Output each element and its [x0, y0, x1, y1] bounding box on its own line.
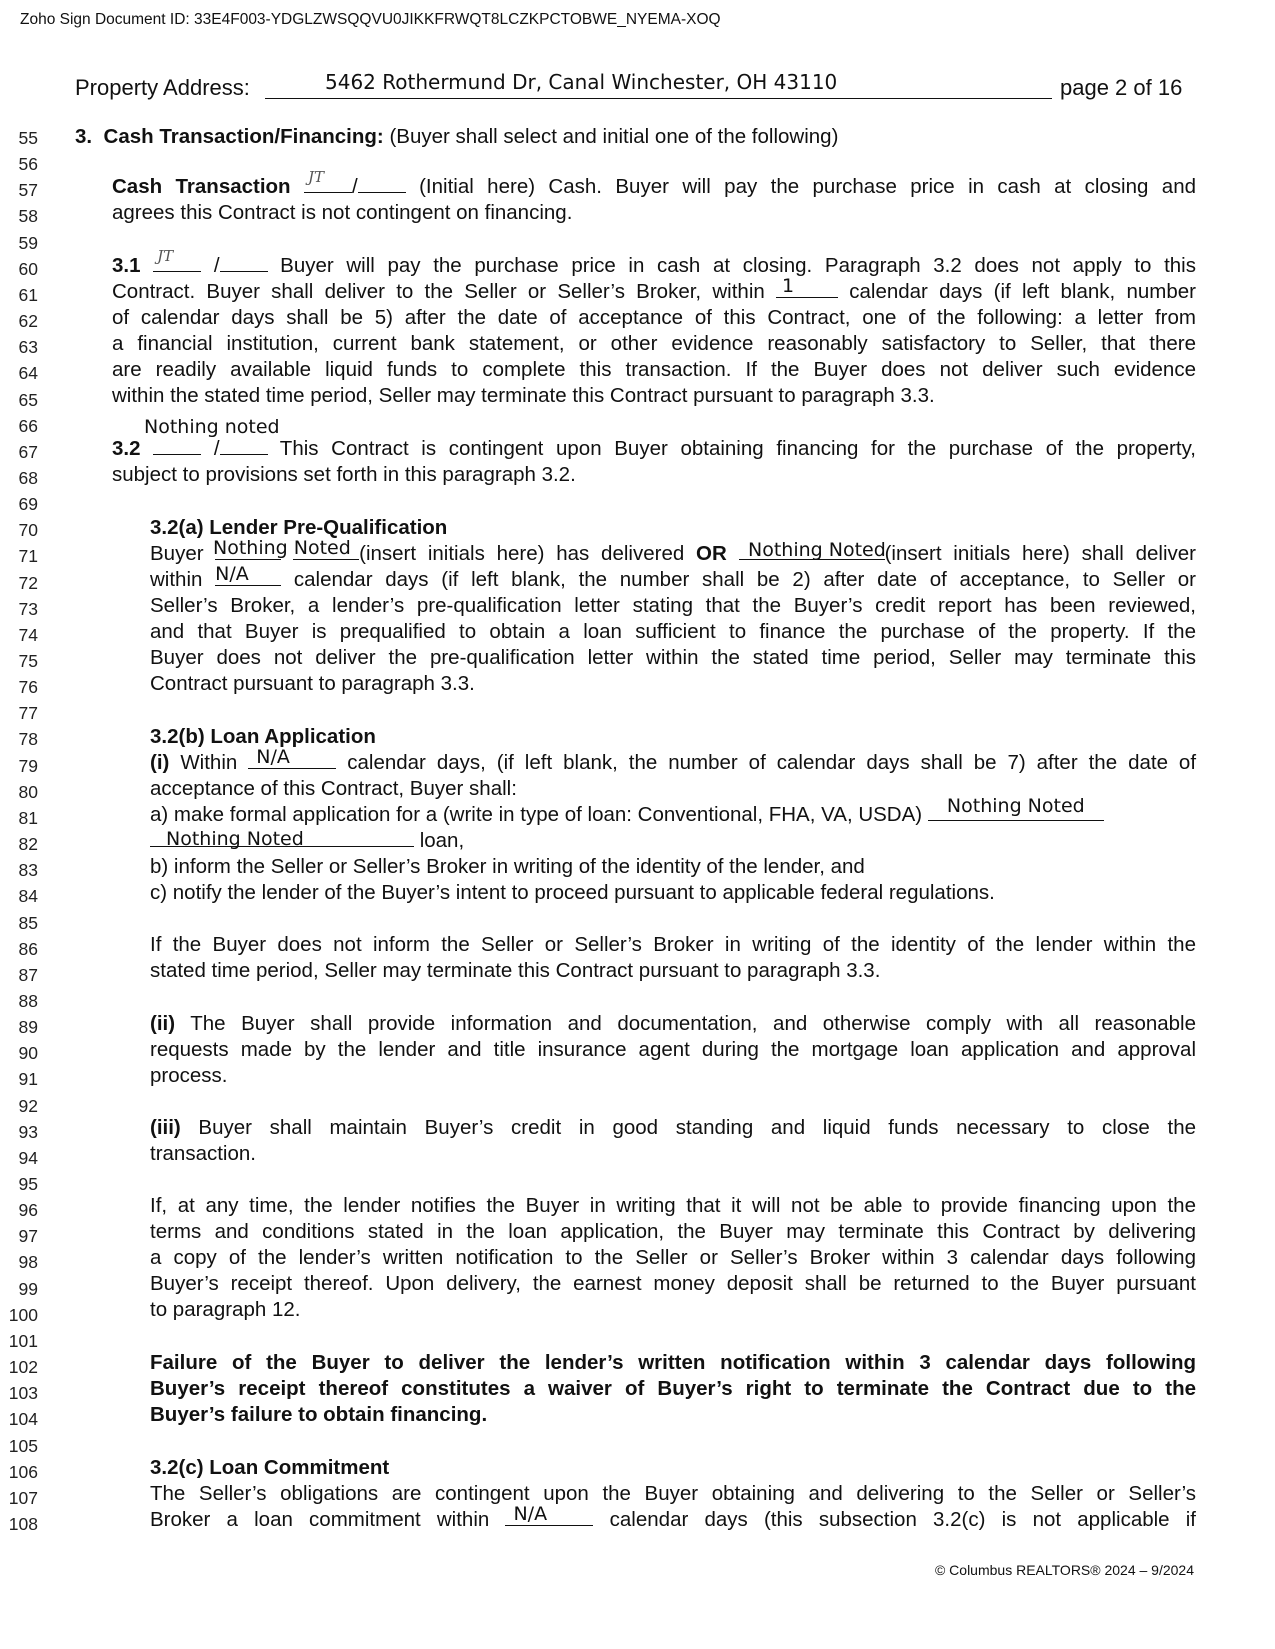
para-86: If the Buyer does not inform the Seller or Seller’s Broker in writing of the identity of the lender within the [150, 933, 1196, 956]
para-94: transaction. [150, 1142, 256, 1165]
line-number: 68 [18, 467, 38, 488]
s32a-line-2 [150, 563, 1196, 593]
line-number: 70 [18, 520, 38, 541]
s32-handwritten-note[interactable]: Nothing noted [144, 416, 280, 438]
page-number: page 2 of 16 [1060, 75, 1183, 100]
para-96: If, at any time, the lender notifies the Buyer in writing that it will not be able to provide financing upon the [150, 1194, 1196, 1217]
line-number: 105 [8, 1435, 38, 1456]
line-number: 86 [18, 938, 38, 959]
loan-days-value: N/A [256, 746, 290, 768]
line-number: 73 [18, 598, 38, 619]
line-number: 88 [18, 990, 38, 1011]
line-number: 85 [18, 912, 38, 933]
slash: / [352, 175, 358, 198]
para-89 [150, 1011, 1196, 1037]
line-number: 75 [18, 651, 38, 671]
s32b-line-6: c) notify the lender of the Buyer’s intent to proceed pursuant to applicable federal regulations. [150, 881, 995, 904]
s32-initials-field[interactable] [153, 436, 201, 455]
slash: / [213, 254, 220, 277]
line-number: 96 [18, 1200, 38, 1221]
cash-title: Cash Transaction [112, 175, 291, 198]
s31-days-field[interactable] [776, 275, 838, 298]
s32a-text: Buyer [150, 542, 204, 565]
s32b-line-1 [150, 746, 1197, 776]
line-number: 62 [18, 311, 38, 332]
ii-label: (ii) [150, 1012, 176, 1035]
loan-days-field[interactable] [248, 746, 336, 769]
loan-type-value-1: Nothing Noted [946, 795, 1085, 817]
s32a-text: calendar days (if left blank, the number shall be 2) after date of acceptance, to Seller or [293, 568, 1196, 591]
s32a-line-4: and that Buyer is prequalified to obtain a loan sufficient to finance the purchase of the property. If the [150, 620, 1196, 643]
s32b-text: loan, [419, 829, 465, 852]
loan-type-field-1[interactable] [928, 795, 1104, 821]
s31-line-4: a financial institution, current bank statement, or other evidence reasonably satisfactory to Seller, that there [112, 332, 1196, 355]
line-number: 98 [18, 1252, 38, 1273]
s32a-line-3: Seller’s Broker, a lender’s pre-qualification letter stating that the Buyer’s credit report has been reviewed, [150, 594, 1196, 617]
line-number: 89 [18, 1017, 38, 1038]
loan-type-value-2: Nothing Noted [166, 828, 304, 850]
loan-type-field-2[interactable] [150, 828, 414, 850]
line-number: 108 [8, 1513, 38, 1534]
s32a-text: within [150, 568, 203, 591]
line-number: 93 [18, 1121, 38, 1142]
line-number: 79 [18, 755, 38, 776]
s32-number: 3.2 [112, 437, 141, 460]
s31-line-3: of calendar days shall be 5) after the date of acceptance of this Contract, one of the following: a letter from [112, 306, 1196, 329]
s31-initials-field-2[interactable] [220, 253, 268, 272]
line-number: 101 [8, 1330, 38, 1351]
line-number: 90 [18, 1043, 38, 1064]
line-number: 103 [8, 1383, 38, 1404]
commit-days-value: N/A [513, 1503, 548, 1525]
line-number: 83 [18, 860, 38, 881]
s32b-line-4 [150, 828, 464, 854]
line-number: 102 [8, 1357, 38, 1378]
s31-number: 3.1 [112, 254, 141, 277]
cash-initials-value: JT [308, 168, 325, 186]
para-text: The Buyer shall provide information and documentation, and otherwise comply with all reasonable [190, 1012, 1197, 1035]
s31-text: calendar days (if left blank, number [849, 280, 1196, 303]
s32b-text: calendar days, (if left blank, the number of calendar days shall be 7) after the date of [347, 751, 1197, 774]
s32a-title-text: 3.2(a) Lender Pre-Qualification [150, 516, 448, 539]
prequal-days-field[interactable] [215, 563, 281, 586]
line-number: 104 [8, 1409, 38, 1430]
line-number: 80 [18, 781, 38, 802]
para-103: Buyer’s receipt thereof constitutes a waiver of Buyer’s right to terminate the Contract due to the [150, 1377, 1196, 1400]
commit-days-field[interactable] [505, 1503, 593, 1526]
s32b-line-5: b) inform the Seller or Seller’s Broker in writing of the identity of the lender, and [150, 855, 865, 878]
line-number: 56 [18, 154, 38, 175]
line-number: 67 [18, 441, 38, 462]
section-3-heading [75, 124, 838, 150]
address-underline [265, 98, 1052, 99]
cash-text: (Initial here) Cash. Buyer will pay the purchase price in cash at closing and [419, 175, 1197, 198]
cash-initials-field-2[interactable] [358, 174, 406, 193]
line-number: 74 [18, 624, 38, 645]
s31-line-5: are readily available liquid funds to complete this transaction. If the Buyer does not deliver such evidence [112, 358, 1196, 381]
para-90: requests made by the lender and title insurance agent during the mortgage loan application and approval [150, 1038, 1196, 1061]
line-number: 58 [18, 206, 38, 227]
prequal-shall-value: Nothing Noted [748, 539, 886, 561]
para-text: calendar days (this subsection 3.2(c) is not applicable if [609, 1508, 1196, 1531]
s32a-line-5: Buyer does not deliver the pre-qualification letter within the stated time period, Seller may terminate this [150, 646, 1196, 669]
copyright: © Columbus REALTORS® 2024 – 9/2024 [934, 1562, 1194, 1578]
line-number: 94 [18, 1147, 38, 1168]
para-100: to paragraph 12. [150, 1298, 301, 1321]
line-number: 57 [18, 180, 38, 201]
line-number: 95 [18, 1174, 38, 1194]
s32c-title-text: 3.2(c) Loan Commitment [150, 1456, 390, 1479]
s31-text: Buyer will pay the purchase price in cash at closing. Paragraph 3.2 does not apply to this [280, 254, 1196, 277]
s32-text: This Contract is contingent upon Buyer obtaining financing for the purchase of the property, [279, 437, 1196, 460]
line-number: 84 [18, 886, 38, 907]
s32-line-2: subject to provisions set forth in this paragraph 3.2. [112, 463, 576, 486]
s31-text: Contract. Buyer shall deliver to the Seller or Seller’s Broker, within [112, 280, 765, 303]
line-number: 77 [18, 703, 38, 724]
s32b-line-2: acceptance of this Contract, Buyer shall: [150, 777, 517, 800]
line-number: 100 [8, 1304, 38, 1325]
prequal-days-value: N/A [215, 563, 249, 585]
cash-initials-field[interactable] [304, 168, 352, 193]
line-number: 81 [18, 807, 38, 828]
para-104: Buyer’s failure to obtain financing. [150, 1403, 488, 1426]
line-number: 92 [18, 1095, 38, 1116]
line-number: 55 [18, 128, 38, 148]
section-title: Cash Transaction/Financing: [103, 125, 384, 148]
line-number: 65 [18, 389, 38, 410]
para-87: stated time period, Seller may terminate this Contract pursuant to paragraph 3.3. [150, 959, 881, 982]
s31-initials-field[interactable] [153, 247, 201, 272]
line-number: 63 [18, 337, 38, 358]
line-number: 82 [18, 834, 38, 855]
address-value[interactable]: 5462 Rothermund Dr, Canal Winchester, OH 43110 [325, 70, 838, 94]
prequal-delivered-value: Nothing Noted [213, 537, 351, 559]
para-107: The Seller’s obligations are contingent upon the Buyer obtaining and delivering to the Seller or Seller’s [150, 1482, 1196, 1505]
s32b-title-text: 3.2(b) Loan Application [150, 725, 376, 748]
s31-days-value: 1 [782, 275, 795, 297]
s32b-text: a) make formal application for a (write in type of loan: Conventional, FHA, VA, USDA) [150, 803, 923, 826]
line-number: 64 [18, 363, 38, 384]
para-97: terms and conditions stated in the loan application, the Buyer may terminate this Contract by delivering [150, 1220, 1196, 1243]
s32a-or: OR [696, 542, 727, 565]
s31-line-1 [112, 247, 1196, 279]
s32-initials-field-2[interactable] [220, 436, 268, 455]
s32a-text: (insert initials here) shall deliver [884, 542, 1196, 565]
s32a-text: (insert initials here) has delivered [359, 542, 685, 565]
line-number: 69 [18, 494, 38, 515]
s31-line-2 [112, 275, 1196, 305]
para-text: Broker a loan commitment within [150, 1508, 490, 1531]
s32a-line-6: Contract pursuant to paragraph 3.3. [150, 672, 475, 695]
line-number: 59 [18, 232, 38, 253]
para-text: Buyer shall maintain Buyer’s credit in good standing and liquid funds necessary to close the [198, 1116, 1196, 1139]
cash-transaction-line [112, 168, 1197, 200]
section-instruction: (Buyer shall select and initial one of the following) [389, 125, 839, 148]
para-108 [150, 1503, 1196, 1533]
document-id: Zoho Sign Document ID: 33E4F003-YDGLZWSQQVU0JIKKFRWQT8LCZKPCTOBWE_NYEMA-XOQ [20, 11, 721, 28]
line-number: 72 [18, 572, 38, 593]
line-number: 87 [18, 964, 38, 985]
s32b-line-3 [150, 795, 1104, 828]
para-99: Buyer’s receipt thereof. Upon delivery, the earnest money deposit shall be returned to the Buyer pursuant [150, 1272, 1196, 1295]
line-number: 97 [18, 1226, 38, 1247]
para-102: Failure of the Buyer to deliver the lender’s written notification within 3 calendar days following [150, 1351, 1196, 1374]
line-number: 61 [18, 284, 38, 305]
para-93 [150, 1115, 1196, 1141]
cash-text-2: agrees this Contract is not contingent on financing. [112, 201, 573, 224]
line-number: 106 [8, 1461, 38, 1482]
iii-label: (iii) [150, 1116, 181, 1139]
slash: / [213, 437, 220, 460]
section-number: 3. [75, 125, 93, 148]
line-number: 71 [18, 546, 38, 567]
s32b-i-label: (i) [150, 751, 170, 774]
line-number: 91 [18, 1069, 38, 1090]
line-number: 76 [18, 677, 38, 698]
line-number: 107 [8, 1487, 38, 1508]
line-number: 99 [18, 1278, 38, 1299]
para-98: a copy of the lender’s written notification to the Seller or Seller’s Broker within 3 calendar days following [150, 1246, 1196, 1269]
s32c-title [150, 1455, 389, 1481]
s31-line-6: within the stated time period, Seller may terminate this Contract pursuant to paragraph 3.3. [112, 384, 935, 407]
s32-line-1 [112, 436, 1196, 462]
s32b-text: Within [180, 751, 238, 774]
para-91: process. [150, 1064, 228, 1087]
property-address-row [75, 70, 1195, 104]
s31-initials-value: JT [157, 247, 174, 265]
address-label: Property Address: [75, 75, 250, 100]
line-number: 60 [18, 258, 38, 279]
line-number: 78 [18, 729, 38, 750]
line-number: 66 [18, 415, 38, 436]
